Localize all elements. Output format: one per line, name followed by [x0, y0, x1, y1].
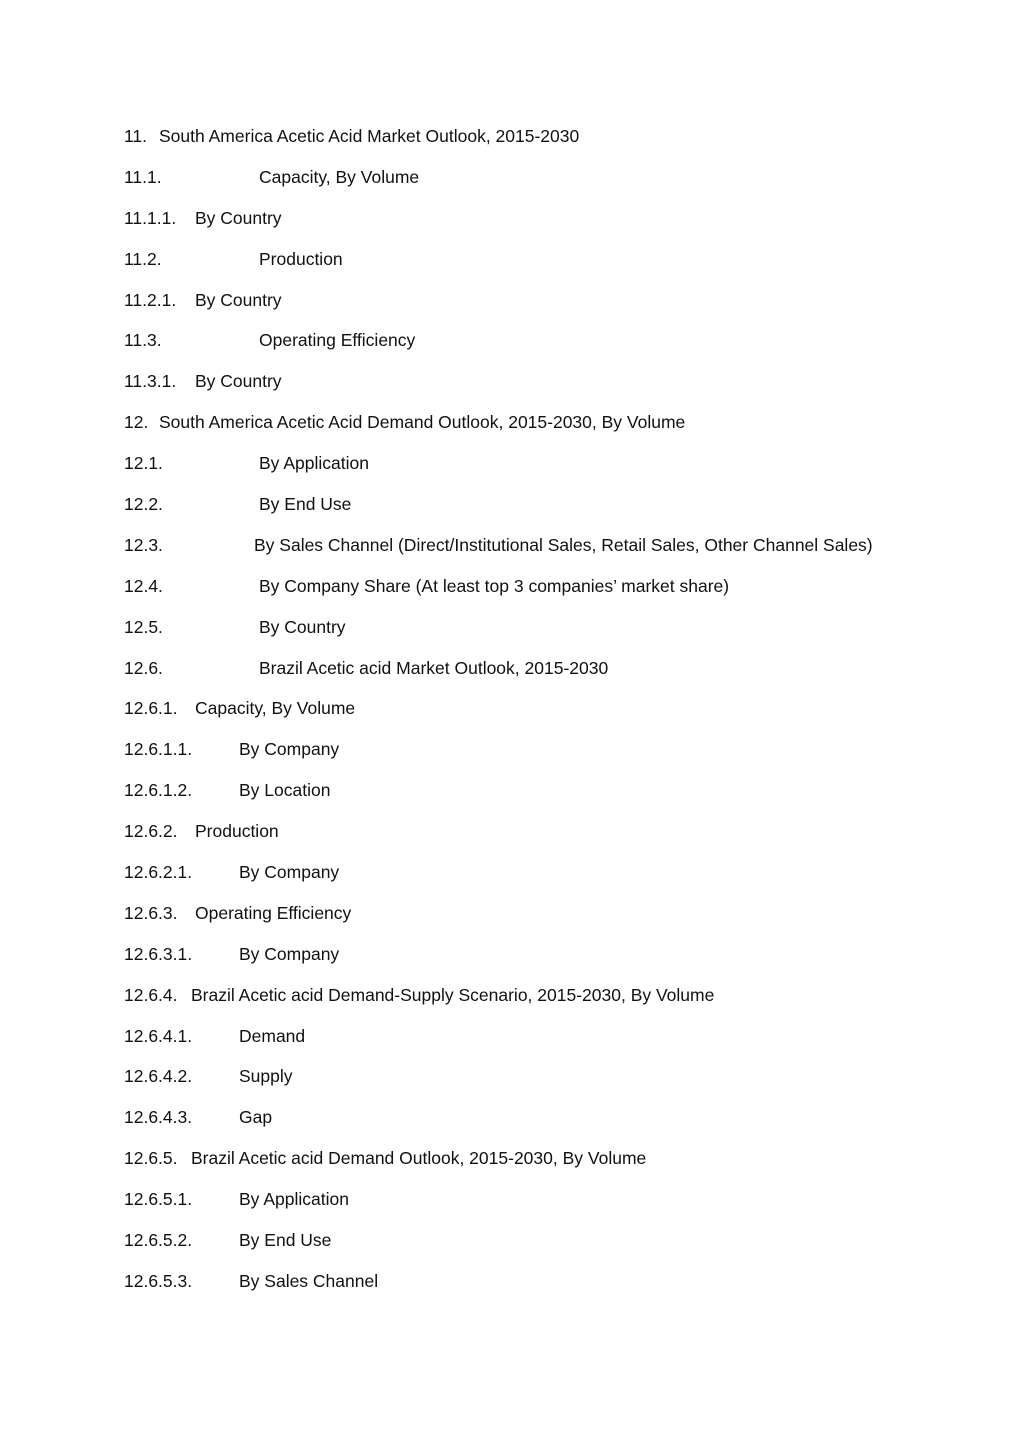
toc-title: By Country [195, 207, 282, 228]
toc-title: Brazil Acetic acid Market Outlook, 2015-2030 [259, 657, 609, 678]
toc-entry-11-1 [124, 163, 984, 204]
toc-title: Capacity, By Volume [195, 698, 356, 719]
toc-title: By Company [239, 862, 340, 883]
toc-title: By Sales Channel [239, 1270, 379, 1291]
toc-number: 12.6.2.1. [124, 862, 193, 883]
toc-title: By Country [195, 371, 282, 392]
toc-title: By Country [259, 616, 346, 637]
toc-number: 11. [124, 126, 148, 146]
toc-entry-12-6-5-2 [124, 1226, 984, 1267]
toc-title: By Company Share (At least top 3 companies’ market share) [259, 575, 730, 596]
toc-entry-12-4 [124, 572, 984, 613]
table-of-contents [124, 122, 984, 1308]
toc-title: South America Acetic Acid Market Outlook, 2015-2030 [159, 126, 580, 146]
toc-number: 12.6.5. [124, 1148, 178, 1169]
toc-entry-12-6-4-3 [124, 1103, 984, 1144]
toc-entry-12-6-1 [124, 694, 984, 735]
toc-title: By Company [239, 943, 340, 964]
toc-entry-12-6-1-2 [124, 776, 984, 817]
toc-number: 12.6.2. [124, 821, 178, 842]
toc-entry-12-2 [124, 490, 984, 531]
toc-entry-11 [124, 122, 984, 163]
toc-number: 12.6.5.3. [124, 1270, 193, 1291]
toc-title: Capacity, By Volume [259, 166, 420, 187]
toc-title: By Location [239, 780, 331, 801]
toc-entry-12-6-3 [124, 899, 984, 940]
toc-entry-12-6-2 [124, 817, 984, 858]
toc-entry-12-6 [124, 654, 984, 695]
toc-number: 12.6.1. [124, 698, 178, 719]
toc-number: 12.3. [124, 534, 163, 555]
toc-number: 11.1. [124, 166, 162, 187]
toc-title: By Application [259, 453, 369, 474]
toc-entry-12-6-2-1 [124, 858, 984, 899]
toc-entry-12-6-4 [124, 981, 984, 1022]
toc-number: 12.4. [124, 575, 163, 596]
toc-entry-11-3-1 [124, 367, 984, 408]
toc-title: Demand [239, 1025, 306, 1046]
toc-number: 12.1. [124, 453, 163, 474]
toc-title: Operating Efficiency [259, 330, 416, 351]
toc-title: Brazil Acetic acid Demand-Supply Scenario, 2015-2030, By Volume [191, 984, 715, 1005]
toc-number: 12.6.1.1. [124, 739, 193, 760]
toc-entry-11-1-1 [124, 204, 984, 245]
toc-entry-12-6-5-3 [124, 1267, 984, 1308]
toc-number: 12.6. [124, 657, 163, 678]
toc-entry-12-6-4-1 [124, 1022, 984, 1063]
toc-number: 12.6.3. [124, 902, 178, 923]
toc-entry-12-6-3-1 [124, 940, 984, 981]
toc-entry-12 [124, 408, 984, 449]
toc-entry-12-3 [124, 531, 984, 572]
toc-title: South America Acetic Acid Demand Outlook, 2015-2030, By Volume [159, 412, 686, 433]
toc-title: By Country [195, 289, 282, 310]
toc-entry-12-6-1-1 [124, 735, 984, 776]
toc-number: 12.5. [124, 616, 163, 637]
toc-title: By End Use [239, 1230, 332, 1251]
toc-entry-12-6-5-1 [124, 1185, 984, 1226]
toc-title: By End Use [259, 494, 352, 515]
toc-title: Brazil Acetic acid Demand Outlook, 2015-2030, By Volume [191, 1148, 647, 1169]
toc-entry-11-2 [124, 245, 984, 286]
toc-number: 11.2.1. [124, 289, 177, 310]
toc-number: 11.1.1. [124, 207, 177, 228]
toc-number: 12.6.4. [124, 984, 178, 1005]
toc-title: By Application [239, 1189, 349, 1210]
toc-number: 11.2. [124, 248, 162, 269]
toc-entry-12-5 [124, 613, 984, 654]
toc-entry-12-6-5 [124, 1144, 984, 1185]
toc-number: 12.6.4.3. [124, 1107, 193, 1128]
toc-title: By Company [239, 739, 340, 760]
toc-number: 12.2. [124, 494, 163, 515]
toc-number: 12.6.4.1. [124, 1025, 193, 1046]
toc-title: Production [195, 821, 279, 842]
toc-number: 12.6.4.2. [124, 1066, 193, 1087]
toc-number: 11.3. [124, 330, 162, 351]
toc-entry-12-1 [124, 449, 984, 490]
toc-number: 12. [124, 412, 149, 433]
toc-entry-12-6-4-2 [124, 1062, 984, 1103]
toc-number: 11.3.1. [124, 371, 177, 392]
toc-number: 12.6.1.2. [124, 780, 193, 801]
toc-title: Gap [239, 1107, 273, 1128]
toc-title: Operating Efficiency [195, 902, 352, 923]
toc-number: 12.6.5.1. [124, 1189, 193, 1210]
toc-number: 12.6.3.1. [124, 943, 193, 964]
toc-title: Production [259, 248, 343, 269]
toc-entry-11-3 [124, 326, 984, 367]
toc-entry-11-2-1 [124, 286, 984, 327]
toc-number: 12.6.5.2. [124, 1230, 193, 1251]
toc-title: By Sales Channel (Direct/Institutional Sales, Retail Sales, Other Channel Sales) [254, 534, 873, 555]
toc-title: Supply [239, 1066, 293, 1087]
